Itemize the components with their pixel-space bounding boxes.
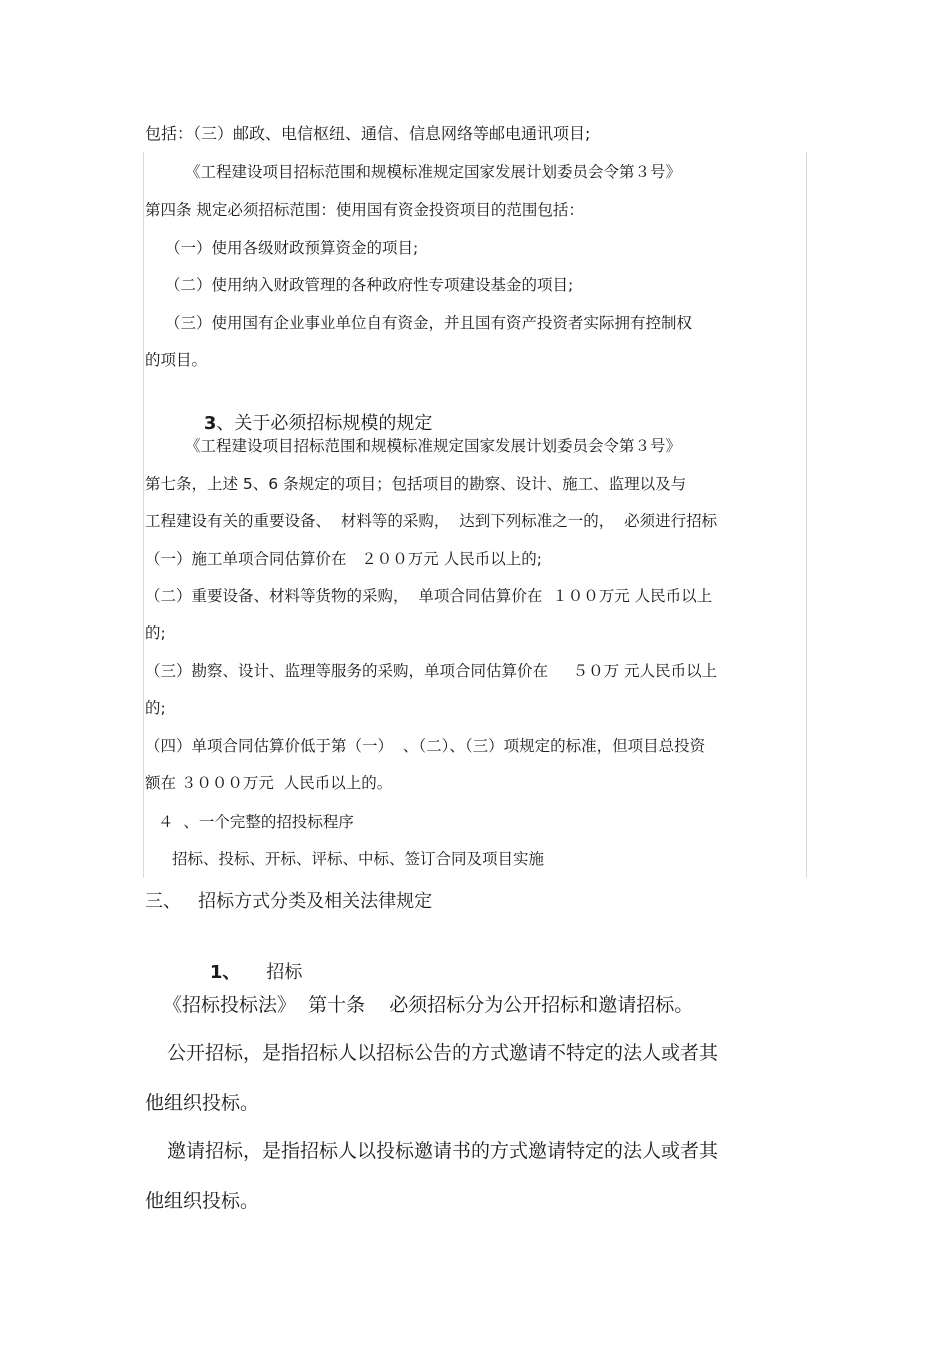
paragraph-line: 公开招标，是指招标人以招标公告的方式邀请不特定的法人或者其 [167,1042,719,1064]
left-border-rule [143,152,144,878]
text-line: 工程建设有关的重要设备、 材料等的采购， 达到下列标准之一的， 必须进行招标 [145,512,718,530]
paragraph-line: 《招标投标法》 第十条 必须招标分为公开招标和邀请招标。 [163,994,694,1016]
text-line: 第七条，上述 5、6 条规定的项目；包括项目的勘察、设计、施工、监理以及与 [145,475,687,493]
text-line: （三）勘察、设计、监理等服务的采购，单项合同估算价在 ５０万 元人民币以上 [145,662,718,680]
subsection-heading [187,946,302,1000]
text-line: 第四条 规定必须招标范围：使用国有资金投资项目的范围包括： [145,201,584,219]
paragraph-line: 他组织投标。 [145,1190,260,1212]
subsection-text: 招标 [266,962,303,983]
text-line: （一）使用各级财政预算资金的项目; [165,239,419,257]
section-heading: 三、 招标方式分类及相关法律规定 [145,891,433,912]
text-line: （二）使用纳入财政管理的各种政府性专项建设基金的项目; [165,276,574,294]
subsection-number: 1、 [209,962,241,983]
heading-number: 3 [203,413,217,434]
text-line: 的; [145,624,166,642]
text-line: ４ 、一个完整的招投标程序 [158,813,354,831]
text-line: 招标、投标、开标、评标、中标、签订合同及项目实施 [172,850,545,868]
text-line: 额在 ３０００万元 人民币以上的。 [145,774,393,792]
right-border-rule [806,152,807,878]
text-line: 的项目。 [145,351,208,369]
text-line: 包括：（三）邮政、电信枢纽、通信、信息网络等邮电通讯项目; [145,124,591,143]
text-line: 《工程建设项目招标范围和规模标准规定国家发展计划委员会令第３号》 [185,437,682,455]
text-line: 《工程建设项目招标范围和规模标准规定国家发展计划委员会令第３号》 [185,163,682,181]
text-line: （四）单项合同估算价低于第（一） 、（二）、（三）项规定的标准，但项目总投资 [145,737,706,755]
paragraph-line: 他组织投标。 [145,1092,260,1114]
text-line: 的; [145,699,166,717]
text-line: （三）使用国有企业事业单位自有资金，并且国有资产投资者实际拥有控制权 [165,314,693,332]
text-line: （一）施工单项合同估算价在 ２００万元 人民币以上的; [145,550,542,568]
paragraph-line: 邀请招标，是指招标人以投标邀请书的方式邀请特定的法人或者其 [167,1140,719,1162]
text-line: （二）重要设备、材料等货物的采购， 单项合同估算价在 １００万元 人民币以上 [145,587,713,605]
heading-text: 、关于必须招标规模的规定 [216,413,433,434]
